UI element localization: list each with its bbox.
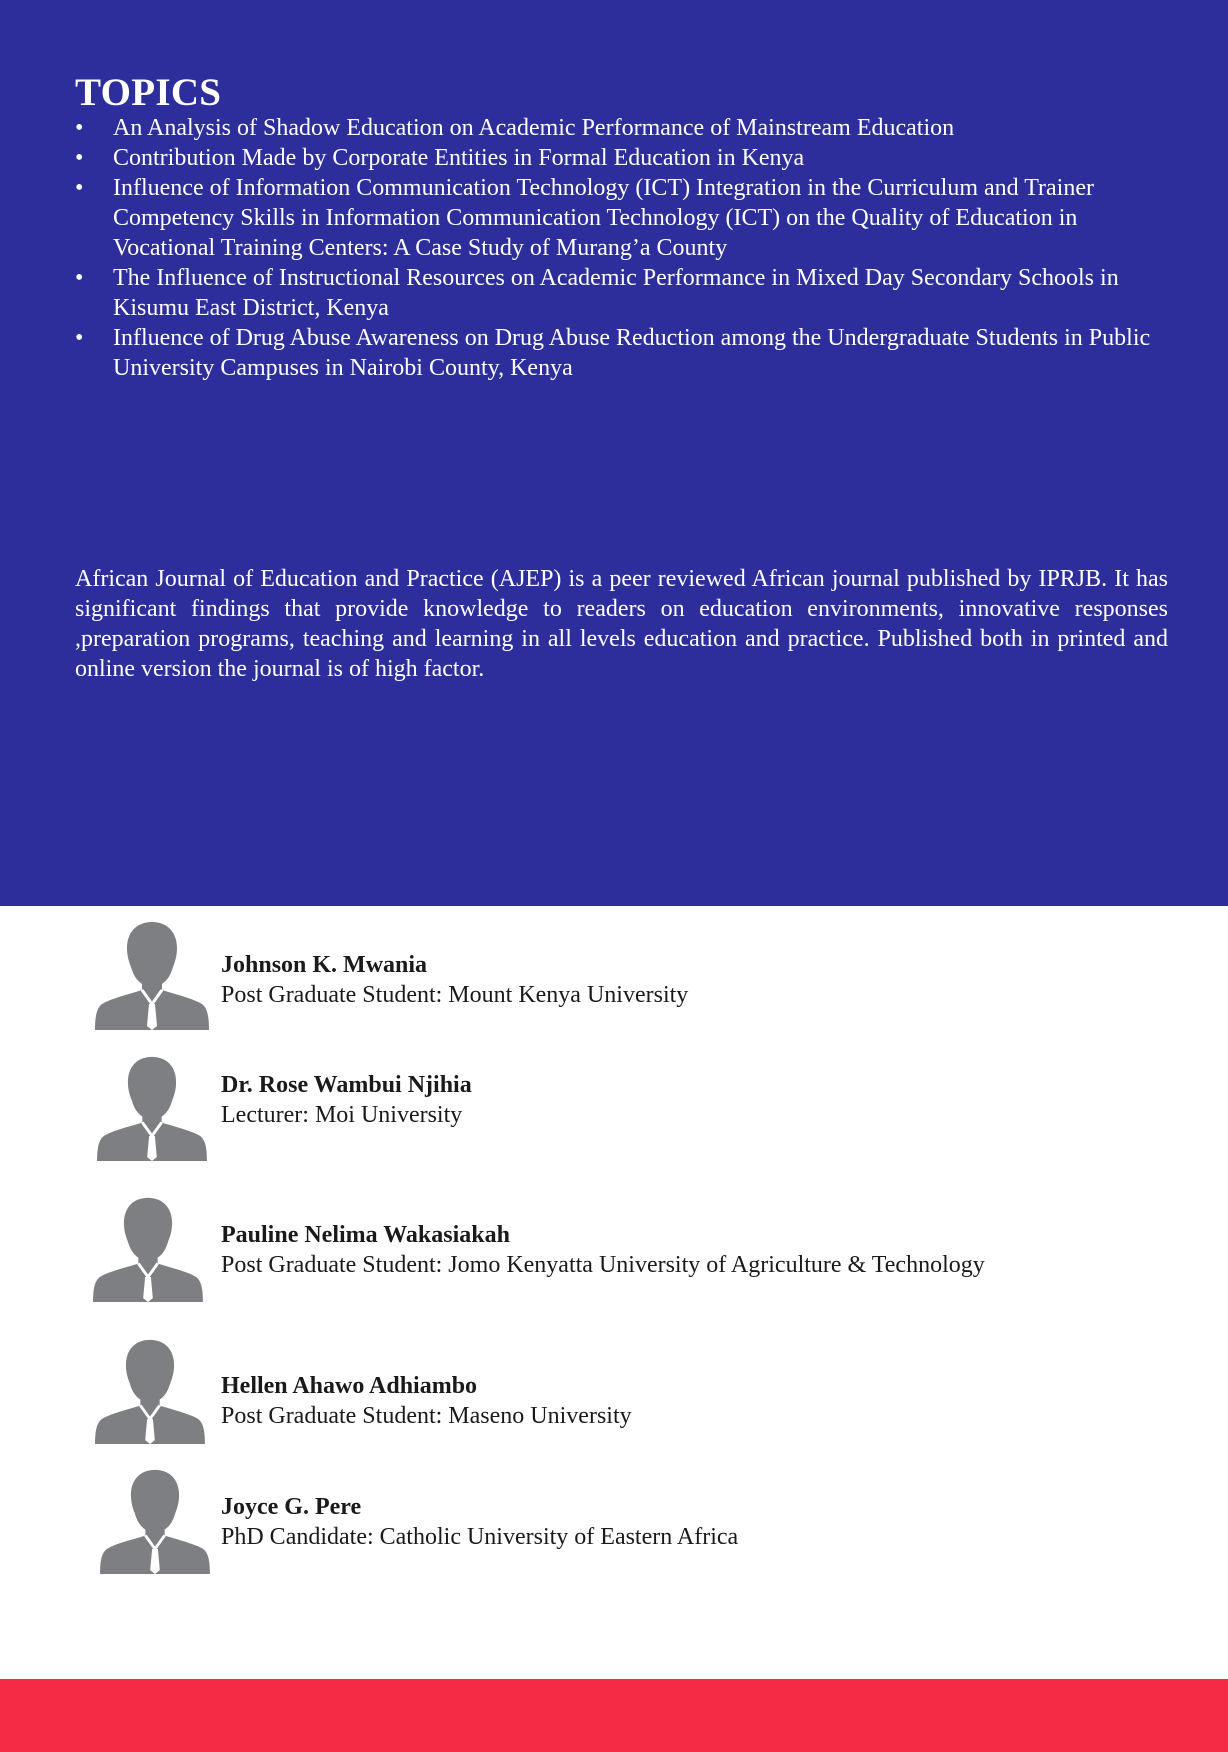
author-name: Dr. Rose Wambui Njihia bbox=[221, 1072, 472, 1098]
author-role: Lecturer: Moi University bbox=[221, 1102, 463, 1128]
author-name: Pauline Nelima Wakasiakah bbox=[221, 1222, 510, 1248]
author-role: PhD Candidate: Catholic University of Eastern Africa bbox=[221, 1524, 739, 1550]
author-name: Johnson K. Mwania bbox=[221, 952, 428, 978]
author-entry bbox=[0, 1055, 1228, 1175]
author-role: Post Graduate Student: Maseno University bbox=[221, 1403, 632, 1429]
topic-item bbox=[75, 143, 1180, 173]
author-name: Hellen Ahawo Adhiambo bbox=[221, 1373, 478, 1399]
author-entry bbox=[0, 920, 1228, 1040]
topics-title: TOPICS bbox=[75, 71, 222, 114]
author-name: Joyce G. Pere bbox=[221, 1494, 362, 1520]
topic-item bbox=[75, 263, 1180, 323]
topic-text: Influence of Drug Abuse Awareness on Drug Abuse Reduction among the Undergraduate Students in Public University Campuses in Nairobi County, Kenya bbox=[113, 325, 1151, 381]
person-silhouette-icon bbox=[88, 1196, 208, 1306]
author-role: Post Graduate Student: Mount Kenya University bbox=[221, 982, 689, 1008]
topic-text: An Analysis of Shadow Education on Academic Performance of Mainstream Education bbox=[113, 115, 955, 141]
author-entry bbox=[0, 1338, 1228, 1458]
bullet-icon: • bbox=[75, 145, 84, 171]
author-role: Post Graduate Student: Jomo Kenyatta University of Agriculture & Technology bbox=[221, 1252, 985, 1278]
bullet-icon: • bbox=[75, 115, 84, 141]
bottom-accent-bar bbox=[0, 1679, 1228, 1752]
person-silhouette-icon bbox=[92, 920, 212, 1030]
topic-item bbox=[75, 173, 1180, 263]
bullet-icon: • bbox=[75, 325, 84, 351]
person-silhouette-icon bbox=[90, 1338, 210, 1448]
topic-item bbox=[75, 113, 1180, 143]
author-entry bbox=[0, 1468, 1228, 1588]
topic-text: Contribution Made by Corporate Entities in Formal Education in Kenya bbox=[113, 145, 805, 171]
topic-text: Influence of Information Communication Technology (ICT) Integration in the Curriculum and Trainer Competency Skills in Information Communication Technology (ICT) on the Quality of Education in Vocational Training Centers: A Case Study of Murang’a County bbox=[113, 175, 1094, 261]
author-entry bbox=[0, 1196, 1228, 1316]
bullet-icon: • bbox=[75, 175, 84, 201]
bullet-icon: • bbox=[75, 265, 84, 291]
topic-list bbox=[75, 113, 1180, 383]
person-silhouette-icon bbox=[92, 1055, 212, 1165]
journal-description: African Journal of Education and Practice (AJEP) is a peer reviewed African journal published by IPRJB. It has significant findings that provide knowledge to readers on education environments, innovative responses ,preparation programs, teaching and learning in all levels education and practice. Published both in printed and online version the journal is of high factor. bbox=[75, 566, 1168, 682]
topic-text: The Influence of Instructional Resources on Academic Performance in Mixed Day Secondary Schools in Kisumu East District, Kenya bbox=[113, 265, 1119, 321]
topic-item bbox=[75, 323, 1180, 383]
person-silhouette-icon bbox=[95, 1468, 215, 1578]
